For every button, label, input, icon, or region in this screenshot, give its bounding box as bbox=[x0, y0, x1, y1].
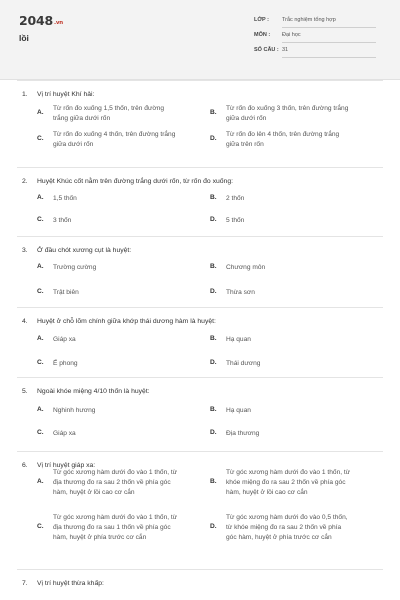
option-letter: C. bbox=[37, 359, 44, 366]
option-text-line: khóe miệng đo ra sau 2 thốn về phía góc bbox=[226, 479, 346, 486]
option-letter: D. bbox=[210, 288, 217, 295]
option-letter: A. bbox=[37, 406, 44, 413]
option-text bbox=[226, 359, 260, 369]
option-letter: B. bbox=[210, 109, 217, 116]
question-divider bbox=[17, 569, 383, 570]
option-letter: A. bbox=[37, 478, 44, 485]
option-text-line: góc hàm, huyệt ở phía trước cơ cắn bbox=[226, 534, 332, 541]
meta-class-value: Trắc nghiệm tổng hợp bbox=[282, 17, 336, 23]
option-c[interactable] bbox=[37, 359, 202, 369]
meta-divider bbox=[282, 57, 376, 58]
option-letter: B. bbox=[210, 263, 217, 270]
option-text-line: 1,5 thốn bbox=[53, 195, 77, 202]
option-text bbox=[226, 468, 350, 498]
option-letter: B. bbox=[210, 335, 217, 342]
question-number: 1. bbox=[22, 91, 28, 98]
option-letter: A. bbox=[37, 194, 44, 201]
option-text-line: Giáp xa bbox=[53, 336, 76, 343]
question-prompt: Ngoài khóe miệng 4/10 thốn là huyệt: bbox=[37, 388, 150, 395]
option-text-line: Địa thương bbox=[226, 430, 260, 437]
option-letter: C. bbox=[37, 135, 44, 142]
question-prompt: Huyệt Khúc cốt nằm trên đường trắng dưới rốn, từ rốn đo xuống: bbox=[37, 178, 233, 185]
option-text-line: Từ góc xương hàm dưới đo vào 1 thốn, từ bbox=[53, 514, 178, 521]
option-text-line: Thừa sơn bbox=[226, 289, 255, 296]
option-text-line: Từ rốn đo lên 4 thốn, trên đường trắng bbox=[226, 131, 340, 138]
option-text-line: 5 thốn bbox=[226, 217, 245, 224]
option-d[interactable] bbox=[210, 359, 380, 369]
option-text-line: Hạ quan bbox=[226, 336, 251, 343]
question-text bbox=[22, 178, 233, 185]
option-text-line: hàm, huyệt ở lồi cao cơ cắn bbox=[53, 489, 135, 496]
option-letter: B. bbox=[210, 478, 217, 485]
site-logo[interactable]: 2048.vn bbox=[19, 13, 63, 28]
option-text bbox=[53, 513, 177, 543]
option-letter: D. bbox=[210, 359, 217, 366]
option-text-line: Từ góc xương hàm dưới đo vào 1 thốn, từ bbox=[53, 469, 178, 476]
option-text-line: từ khóe miệng đo ra sau 2 thốn về phía bbox=[226, 524, 342, 531]
option-text bbox=[53, 104, 164, 124]
option-a[interactable] bbox=[37, 406, 202, 416]
option-text-line: 3 thốn bbox=[53, 217, 72, 224]
question-prompt: Huyệt ở chỗ lõm chính giữa khớp thái dương hàm là huyệt: bbox=[37, 318, 216, 325]
question-text bbox=[22, 91, 94, 98]
option-text-line: Chương môn bbox=[226, 264, 266, 271]
option-text-line: hàm, huyệt ở phía trước cơ cắn bbox=[53, 534, 147, 541]
question-divider bbox=[17, 236, 383, 237]
option-d[interactable] bbox=[210, 429, 380, 439]
question-number: 5. bbox=[22, 388, 28, 395]
worksheet-header bbox=[0, 0, 400, 80]
option-text-line: Từ rốn đo xuống 1,5 thốn, trên đường bbox=[53, 105, 165, 112]
option-text bbox=[226, 104, 348, 124]
question-text bbox=[22, 580, 104, 587]
option-text-line: giữa trên rốn bbox=[226, 141, 264, 148]
option-c[interactable] bbox=[37, 513, 202, 543]
option-a[interactable] bbox=[37, 263, 202, 273]
option-letter: D. bbox=[210, 135, 217, 142]
option-text-line: Hạ quan bbox=[226, 407, 251, 414]
question-divider bbox=[17, 377, 383, 378]
meta-count-row bbox=[254, 47, 376, 59]
option-d[interactable] bbox=[210, 513, 380, 543]
option-text bbox=[226, 288, 255, 298]
option-text bbox=[53, 335, 76, 345]
option-a[interactable] bbox=[37, 335, 202, 345]
meta-subject-label: MÔN : bbox=[254, 32, 271, 38]
question-prompt: Vị trí huyệt thừa khấp: bbox=[37, 580, 104, 587]
meta-subject-row bbox=[254, 32, 376, 44]
option-text-line: Từ góc xương hàm dưới đo vào 1 thốn, từ bbox=[226, 469, 351, 476]
meta-subject-value: Đại học bbox=[282, 32, 301, 38]
meta-divider bbox=[282, 42, 376, 43]
option-text bbox=[53, 194, 77, 204]
option-letter: C. bbox=[37, 216, 44, 223]
option-text-line: Từ rốn đo xuống 4 thốn, trên đường trắng bbox=[53, 131, 176, 138]
option-letter: A. bbox=[37, 335, 44, 342]
question-divider bbox=[17, 80, 383, 81]
question-prompt: Ở đầu chót xương cụt là huyệt: bbox=[37, 247, 132, 254]
option-text bbox=[53, 288, 79, 298]
meta-count-value: 31 bbox=[282, 47, 289, 53]
option-text bbox=[226, 429, 259, 439]
option-text bbox=[53, 359, 78, 369]
question-number: 4. bbox=[22, 318, 28, 325]
option-text bbox=[53, 429, 76, 439]
option-text-line: giữa dưới rốn bbox=[53, 141, 94, 148]
question-number: 3. bbox=[22, 247, 28, 254]
option-text bbox=[53, 216, 71, 226]
option-letter: D. bbox=[210, 523, 217, 530]
option-b[interactable] bbox=[210, 263, 380, 273]
option-d[interactable] bbox=[210, 216, 380, 226]
option-text bbox=[226, 194, 244, 204]
option-text bbox=[226, 335, 251, 345]
option-text bbox=[53, 468, 177, 498]
option-text-line: Thái dương bbox=[226, 360, 261, 367]
question-number: 6. bbox=[22, 462, 28, 469]
option-text-line: Từ góc xương hàm dưới đo vào 0,5 thốn, bbox=[226, 514, 348, 521]
meta-count-label: SỐ CÂU : bbox=[254, 47, 279, 53]
option-d[interactable] bbox=[210, 130, 380, 150]
question-text bbox=[22, 247, 131, 254]
option-letter: B. bbox=[210, 406, 217, 413]
exam-title: lồi bbox=[19, 33, 29, 43]
option-text bbox=[226, 263, 265, 273]
option-b[interactable] bbox=[210, 335, 380, 345]
option-text bbox=[226, 216, 244, 226]
option-b[interactable] bbox=[210, 406, 380, 416]
option-letter: C. bbox=[37, 523, 44, 530]
question-text bbox=[22, 318, 216, 325]
option-c[interactable] bbox=[37, 130, 202, 150]
option-text-line: địa thương đo ra sau 2 thốn về phía góc bbox=[53, 479, 171, 486]
option-letter: A. bbox=[37, 263, 44, 270]
option-text bbox=[53, 263, 96, 273]
option-text-line: Trật biên bbox=[53, 289, 79, 296]
option-text bbox=[226, 130, 339, 150]
option-a[interactable] bbox=[37, 468, 202, 498]
option-a[interactable] bbox=[37, 104, 202, 124]
option-text-line: Giáp xa bbox=[53, 430, 76, 437]
option-b[interactable] bbox=[210, 194, 380, 204]
question-divider bbox=[17, 167, 383, 168]
option-d[interactable] bbox=[210, 288, 380, 298]
option-text-line: giữa dưới rốn bbox=[226, 115, 267, 122]
question-text bbox=[22, 388, 150, 395]
option-text-line: 2 thốn bbox=[226, 195, 245, 202]
option-text-line: địa thương đo ra sau 1 thốn về phía góc bbox=[53, 524, 171, 531]
option-text-line: Nghinh hương bbox=[53, 407, 96, 414]
option-letter: A. bbox=[37, 109, 44, 116]
option-text-line: Trường cường bbox=[53, 264, 97, 271]
option-letter: C. bbox=[37, 429, 44, 436]
question-number: 7. bbox=[22, 580, 28, 587]
question-number: 2. bbox=[22, 178, 28, 185]
option-a[interactable] bbox=[37, 194, 202, 204]
option-c[interactable] bbox=[37, 288, 202, 298]
meta-class-row bbox=[254, 17, 376, 29]
option-letter: C. bbox=[37, 288, 44, 295]
option-text-line: trắng giữa dưới rốn bbox=[53, 115, 111, 122]
question-prompt: Vị trí huyệt giáp xa: bbox=[37, 462, 96, 469]
meta-class-label: LỚP : bbox=[254, 17, 269, 23]
option-letter: D. bbox=[210, 429, 217, 436]
option-b[interactable] bbox=[210, 468, 380, 498]
option-c[interactable] bbox=[37, 429, 202, 439]
option-text bbox=[53, 406, 95, 416]
question-divider bbox=[17, 451, 383, 452]
option-b[interactable] bbox=[210, 104, 380, 124]
option-letter: B. bbox=[210, 194, 217, 201]
option-text bbox=[226, 406, 251, 416]
option-text-line: hàm, huyệt ở lồi cao cơ cắn bbox=[226, 489, 308, 496]
option-text bbox=[53, 130, 175, 150]
meta-divider bbox=[282, 27, 376, 28]
option-text-line: Từ rốn đo xuống 3 thốn, trên đường trắng bbox=[226, 105, 349, 112]
question-divider bbox=[17, 307, 383, 308]
option-text-line: Ế phong bbox=[53, 360, 78, 367]
option-c[interactable] bbox=[37, 216, 202, 226]
question-prompt: Vị trí huyệt Khí hải: bbox=[37, 91, 95, 98]
option-text bbox=[226, 513, 348, 543]
option-letter: D. bbox=[210, 216, 217, 223]
